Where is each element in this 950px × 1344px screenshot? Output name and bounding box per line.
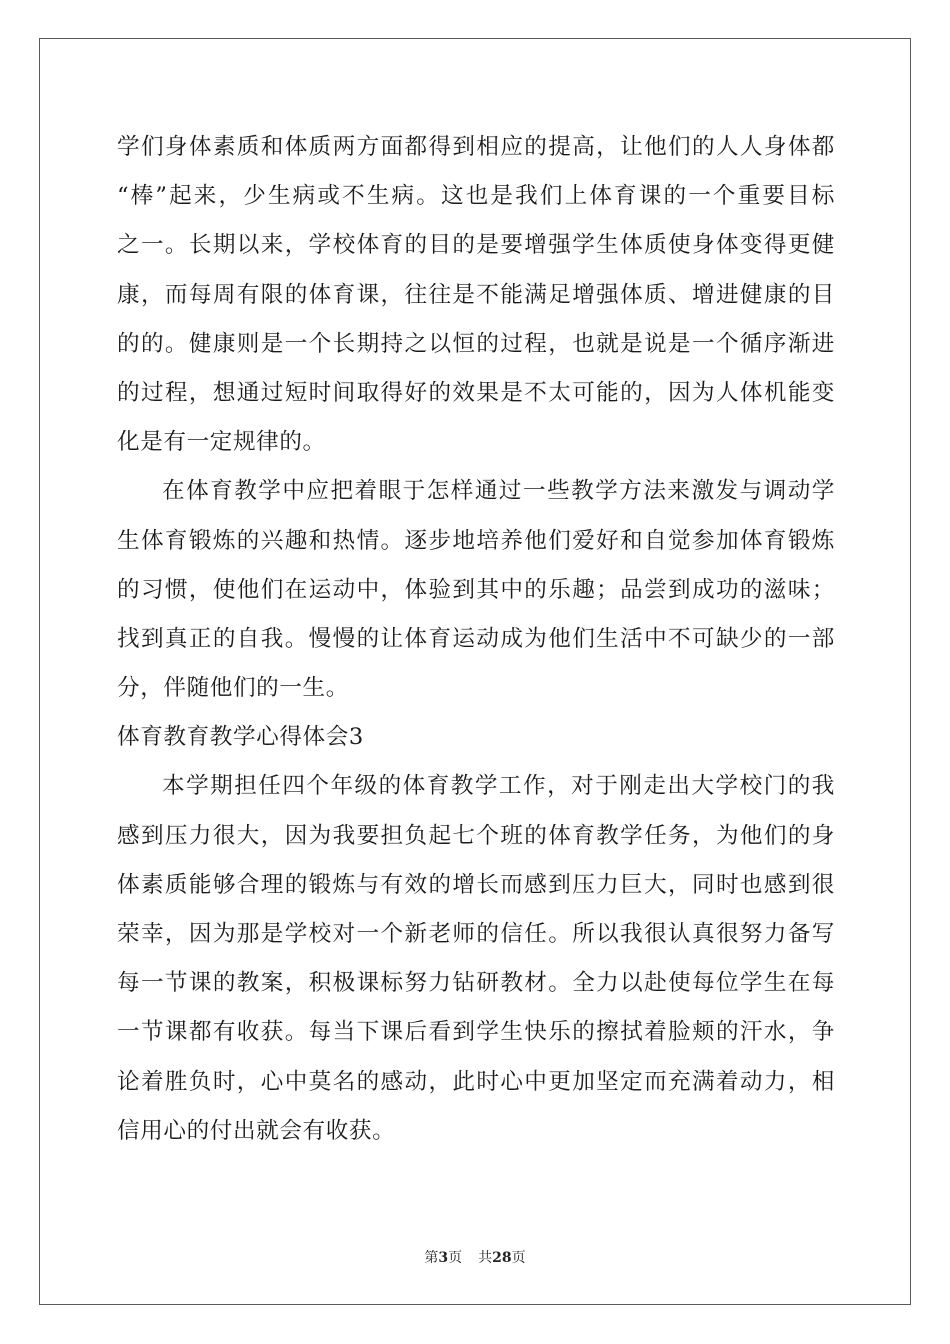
page-number-unit: 页 — [448, 1250, 463, 1266]
text-line: 每一节课的教案，积极课标努力钻研教材。全力以赴使每位学生在每 — [117, 970, 835, 997]
text-line: 一节课都有收获。每当下课后看到学生快乐的擦拭着脸颊的汗水，争 — [117, 1019, 835, 1046]
text-line: 的习惯，使他们在运动中，体验到其中的乐趣；品尝到成功的滋味； — [117, 576, 835, 603]
page-footer — [0, 1247, 950, 1267]
text-line: 体素质能够合理的锻炼与有效的增长而感到压力巨大，同时也感到很 — [117, 871, 835, 898]
paragraph-first-line: 本学期担任四个年级的体育教学工作，对于刚走出大学校门的我 — [162, 773, 835, 800]
text-line: 的的。健康则是一个长期持之以恒的过程，也就是说是一个循序渐进 — [117, 330, 835, 357]
text-line: 康，而每周有限的体育课，往往是不能满足增强体质、增进健康的目 — [117, 281, 835, 308]
text-line: “棒”起来，少生病或不生病。这也是我们上体育课的一个重要目标 — [117, 183, 835, 210]
text-line: 之一。长期以来，学校体育的目的是要增强学生体质使身体变得更健 — [117, 232, 835, 259]
page-total-prefix: 共 — [478, 1250, 493, 1266]
text-line: 的过程，想通过短时间取得好的效果是不太可能的，因为人体机能变 — [117, 379, 835, 406]
text-line: 信用心的付出就会有收获。 — [117, 1117, 396, 1144]
text-line: 学们身体素质和体质两方面都得到相应的提高，让他们的人人身体都 — [117, 134, 835, 160]
page-total: 28 — [492, 1250, 512, 1266]
page-total-unit: 页 — [511, 1250, 526, 1266]
text-line: 生体育锻炼的兴趣和热情。逐步地培养他们爱好和自觉参加体育锻炼 — [117, 527, 835, 554]
text-line: 荣幸，因为那是学校对一个新老师的信任。所以我很认真很努力备写 — [117, 921, 835, 947]
page-number: 3 — [438, 1250, 449, 1266]
text-line: 化是有一定规律的。 — [117, 429, 326, 456]
text-line: 感到压力很大，因为我要担负起七个班的体育教学任务，为他们的身 — [117, 822, 835, 849]
text-line: 找到真正的自我。慢慢的让体育运动成为他们生活中不可缺少的一部 — [117, 625, 835, 652]
page-number-prefix: 第 — [424, 1250, 439, 1266]
paragraph-first-line: 在体育教学中应把着眼于怎样通过一些教学方法来激发与调动学 — [162, 478, 835, 505]
document-body — [117, 123, 835, 1156]
section-heading: 体育教育教学心得体会3 — [117, 724, 364, 751]
text-line: 论着胜负时，心中莫名的感动，此时心中更加坚定而充满着动力，相 — [117, 1068, 835, 1095]
text-line: 分，伴随他们的一生。 — [117, 675, 349, 702]
